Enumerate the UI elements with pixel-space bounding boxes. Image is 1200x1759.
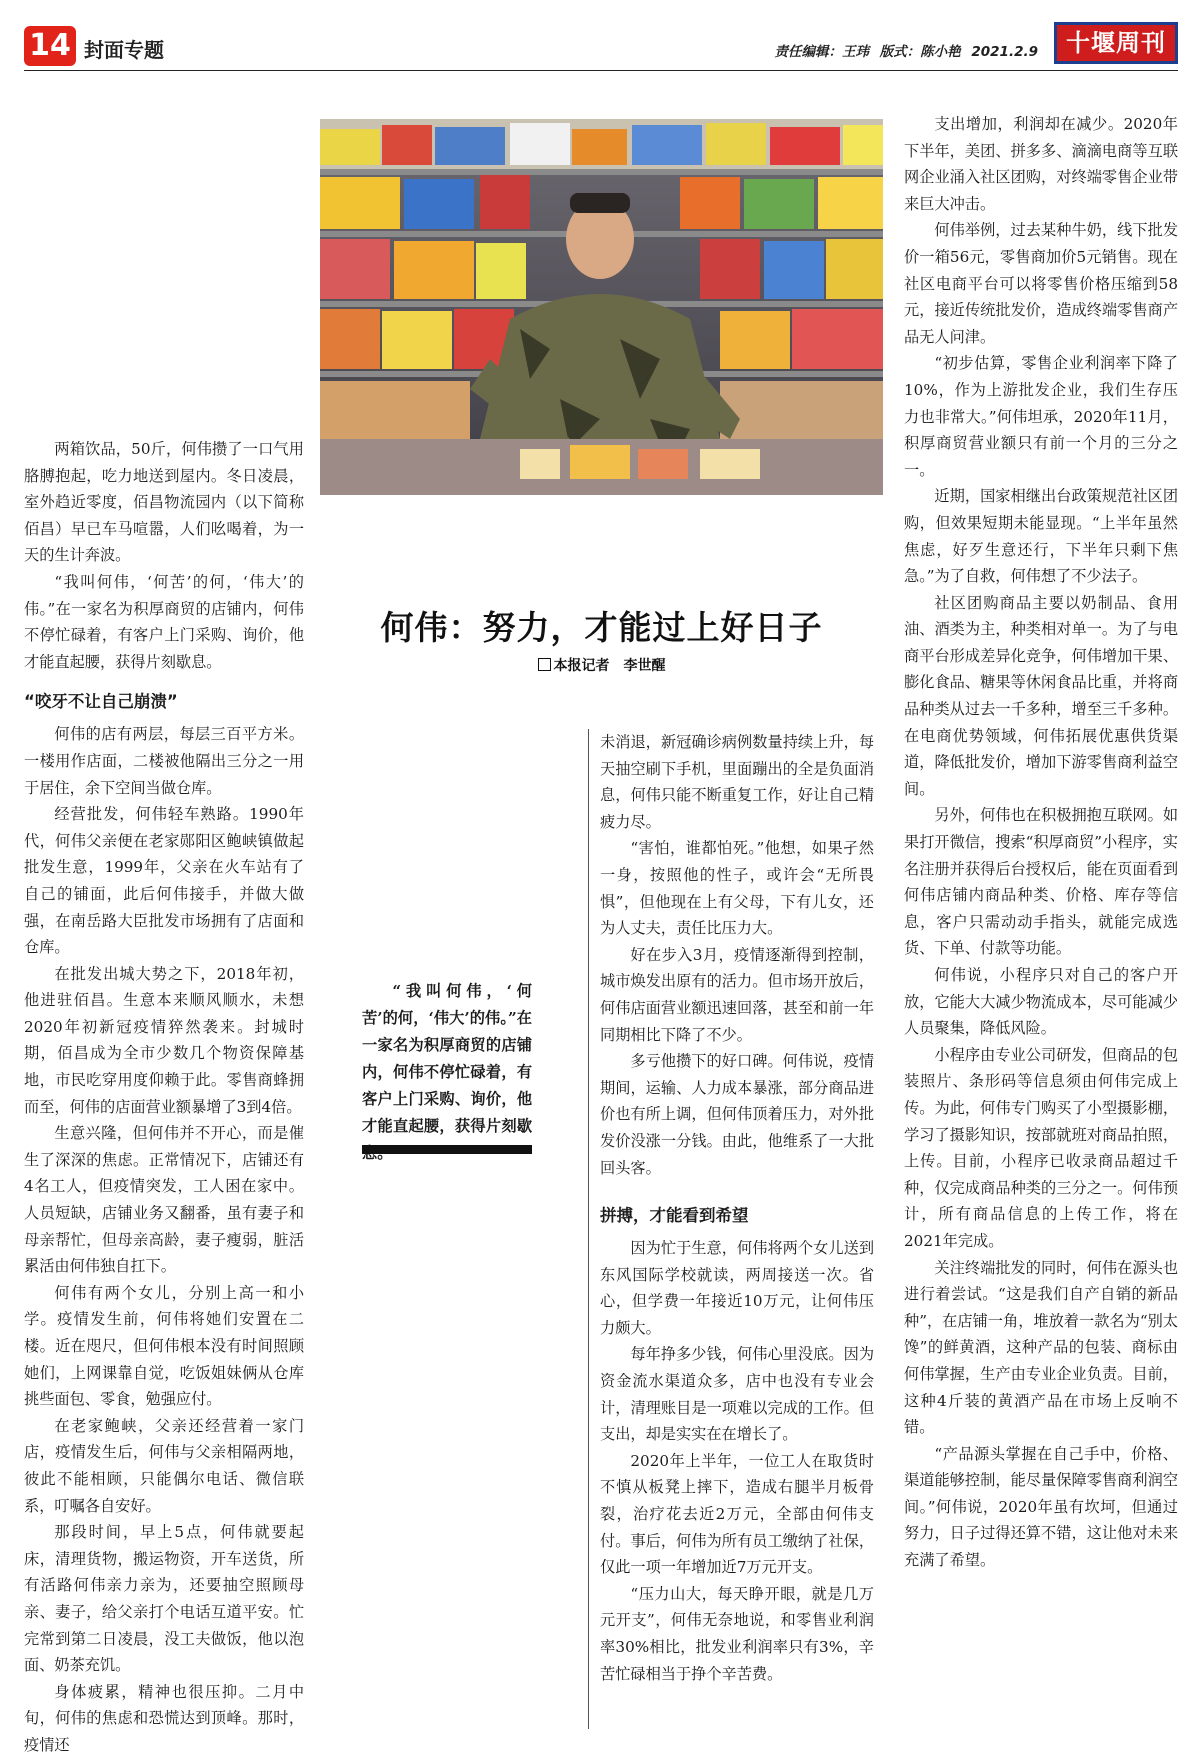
paragraph: “产品源头掌握在自己手中，价格、渠道能够控制，能尽量保障零售商利润空间。”何伟说，2020年虽有坎坷，但通过努力，日子过得还算不错，这让他对未来充满了希望。 [904,1444,1178,1570]
paragraph: 小程序由专业公司研发，但商品的包装照片、条形码等信息须由何伟完成上传。为此，何伟专门购买了小型摄影棚，学习了摄影知识，按部就班对商品拍照，上传。目前，小程序已收录商品超过千种，仅完成商品种类的三分之一。何伟预计，所有商品信息的上传工作，将在2021年完成。 [904,1045,1178,1250]
header-rule [24,70,1178,71]
paragraph: “压力山大，每天睁开眼，就是几万元开支”，何伟无奈地说，和零售业利润率30%相比，批发业利润率只有3%，辛苦忙碌相当于挣个辛苦费。 [600,1584,874,1683]
byline-reporter: 李世醒 [623,658,666,674]
paragraph: “初步估算，零售企业利润率下降了10%，作为上游批发企业，我们生存压力也非常大。”何伟坦承，2020年11月，积厚商贸营业额只有前一个月的三分之一。 [904,354,1178,479]
page-number: 14 [24,26,76,66]
paragraph: 何伟举例，过去某种牛奶，线下批发价一箱56元，零售商加价5元销售。现在社区电商平台可以将零售价格压缩到58元，接近传统批发价，造成终端零售商产品无人问津。 [904,221,1178,346]
byline-label: 本报记者 [553,658,610,674]
header-credits [768,40,1038,60]
paragraph: 何伟有两个女儿，分别上高一和小学。疫情发生前，何伟将她们安置在二楼。近在咫尺，但何伟根本没有时间照顾她们，上网课靠自觉，吃饭姐妹俩从仓库挑些面包、零食，勉强应付。 [24,1283,304,1409]
paragraph: 近期，国家相继出台政策规范社区团购，但效果短期未能显现。“上半年虽然焦虑，好歹生意还行，下半年只剩下焦急。”为了自救，何伟想了不少法子。 [904,487,1178,586]
column-3 [600,729,874,1687]
column-4 [904,111,1178,1574]
paragraph: 生意兴隆，但何伟并不开心，而是催生了深深的焦虑。正常情况下，店铺还有4名工人，但疫情突发，工人困在家中。人员短缺，店铺业务又翻番，虽有妻子和母亲帮忙，但母亲高龄，妻子瘦弱，脏活累活由何伟独自扛下。 [24,1124,304,1276]
paragraph: 关注终端批发的同时，何伟在源头也进行着尝试。“这是我们自产自销的新品种”，在店铺一角，堆放着一款名为“别太馋”的鲜黄酒，这种产品的包装、商标由何伟掌握，生产由专业企业负责。目前，这种4斤装的黄酒产品在市场上反响不错。 [904,1258,1178,1437]
subheading: 拼搏，才能看到希望 [600,1206,749,1226]
column-divider [588,729,589,1729]
paragraph: 多亏他攒下的好口碑。何伟说，疫情期间，运输、人力成本暴涨，部分商品进价也有所上调，但何伟顶着压力，对外批发价没涨一分钱。由此，他维系了一大批回头客。 [600,1052,874,1177]
issue-date: 2021.2.9 [971,44,1038,60]
pull-quote-text: “我叫何伟，‘何苦’的何，‘伟大’的伟。”在一家名为积厚商贸的店铺内，何伟不停忙碌着，有客户上门采购、询价，他才能直起腰，获得片刻歇 [362,982,532,1135]
paragraph: 另外，何伟也在积极拥抱互联网。如果打开微信，搜索“积厚商贸”小程序，实名注册并获得后台授权后，能在页面看到何伟店铺内商品种类、价格、库存等信息，客户只需动动手指头，就能完成选货、下单、付款等功能。 [904,806,1178,958]
paragraph: 两箱饮品，50斤，何伟攒了一口气用胳膊抱起，吃力地送到屋内。冬日凌晨，室外趋近零度，佰昌物流园内（以下简称佰昌）早已车马喧嚣，人们吆喝着，为一天的生计奔波。 [24,440,304,565]
pull-quote [362,978,532,1167]
byline-box-icon [538,658,551,671]
subheading: “咬牙不让自己崩溃” [24,692,178,712]
paragraph: 2020年上半年，一位工人在取货时不慎从板凳上摔下，造成右腿半月板骨裂，治疗花去近2万元，全部由何伟支付。事后，何伟为所有员工缴纳了社保，仅此一项一年增加近7万元开支。 [600,1451,874,1577]
photo-shopkeeper-in-snack-store [320,119,883,495]
paragraph: 何伟的店有两层，每层三百平方米。一楼用作店面，二楼被他隔出三分之一用于居住，余下空间当做仓库。 [24,725,304,797]
paragraph: “害怕，谁都怕死。”他想，如果孑然一身，按照他的性子，或许会“无所畏惧”，但他现在上有父母，下有儿女，还为人丈夫，责任比压力大。 [600,839,874,938]
pull-quote-bar [362,1145,532,1154]
layout-credit: 版式：陈小艳 [879,44,961,60]
section-title: 封面专题 [84,38,164,62]
paragraph: 支出增加，利润却在减少。2020年下半年，美团、拼多多、滴滴电商等互联网企业涌入社区团购，对终端零售企业带来巨大冲击。 [904,115,1178,213]
paragraph: 好在步入3月，疫情逐渐得到控制，城市焕发出原有的活力。但市场开放后，何伟店面营业额迅速回落，甚至和前一年同期相比下降了不少。 [600,945,874,1044]
paragraph: 因为忙于生意，何伟将两个女儿送到东风国际学校就读，两周接送一次。省心，但学费一年接近10万元，让何伟压力颇大。 [600,1239,874,1337]
masthead-logo: 十堰周刊 [1054,22,1178,64]
paragraph: 在老家鲍峡，父亲还经营着一家门店，疫情发生后，何伟与父亲相隔两地，彼此不能相顾，只能偶尔电话、微信联系，叮嘱各自安好。 [24,1416,304,1515]
paragraph: 何伟说，小程序只对自己的客户开放，它能大大减少物流成本，尽可能减少人员聚集，降低风险。 [904,966,1178,1038]
cover-photo [320,119,883,495]
paragraph: 社区团购商品主要以奶制品、食用油、酒类为主，种类相对单一。为了与电商平台形成差异化竞争，何伟增加干果、膨化食品、糖果等休闲食品比重，并将商品种类从过去一千多种，增至三千多种。在电商优势领域，何伟拓展优惠供货渠道，降低批发价，增加下游零售商利益空间。 [904,593,1178,798]
paragraph-continued: 未消退，新冠确诊病例数量持续上升，每天抽空刷下手机，里面蹦出的全是负面消息，何伟只能不断重复工作，好让自己精疲力尽。 [600,733,874,831]
paragraph: “我叫何伟，‘何苦’的何，‘伟大’的伟。”在一家名为积厚商贸的店铺内，何伟不停忙碌着，有客户上门采购、询价，他才能直起腰，获得片刻歇息。 [24,572,304,671]
paragraph: 每年挣多少钱，何伟心里没底。因为资金流水渠道众多，店中也没有专业会计，清理账目是一项难以完成的工作。但支出，却是实实在在增长了。 [600,1345,874,1444]
column-1 [24,436,304,1759]
paragraph: 经营批发，何伟轻车熟路。1990年代，何伟父亲便在老家郧阳区鲍峡镇做起批发生意，1999年，父亲在火车站有了自己的铺面，此后何伟接手，并做大做强，在南岳路大臣批发市场拥有了店面和仓库。 [24,805,304,957]
paragraph: 在批发出城大势之下，2018年初，他进驻佰昌。生意本来顺风顺水，未想2020年初新冠疫情猝然袭来。封城时期，佰昌成为全市少数几个物资保障基地，市民吃穿用度仰赖于此。零售商蜂拥而至，何伟的店面营业额暴增了3到4倍。 [24,964,304,1116]
paragraph: 那段时间，早上5点，何伟就要起床，清理货物，搬运物资，开车送货，所有活路何伟亲力亲为，还要抽空照顾母亲、妻子，给父亲打个电话互道平安。忙完常到第二日凌晨，没工夫做饭，他以泡面、奶茶充饥。 [24,1523,304,1675]
article-headline: 何伟：努力，才能过上好日子 [380,608,823,647]
byline [320,655,883,675]
paragraph: 身体疲累，精神也很压抑。二月中旬，何伟的焦虑和恐慌达到顶峰。那时，疫情还 [24,1682,304,1754]
page-header [24,22,1178,70]
editor-credit: 责任编辑：王玮 [774,44,869,60]
